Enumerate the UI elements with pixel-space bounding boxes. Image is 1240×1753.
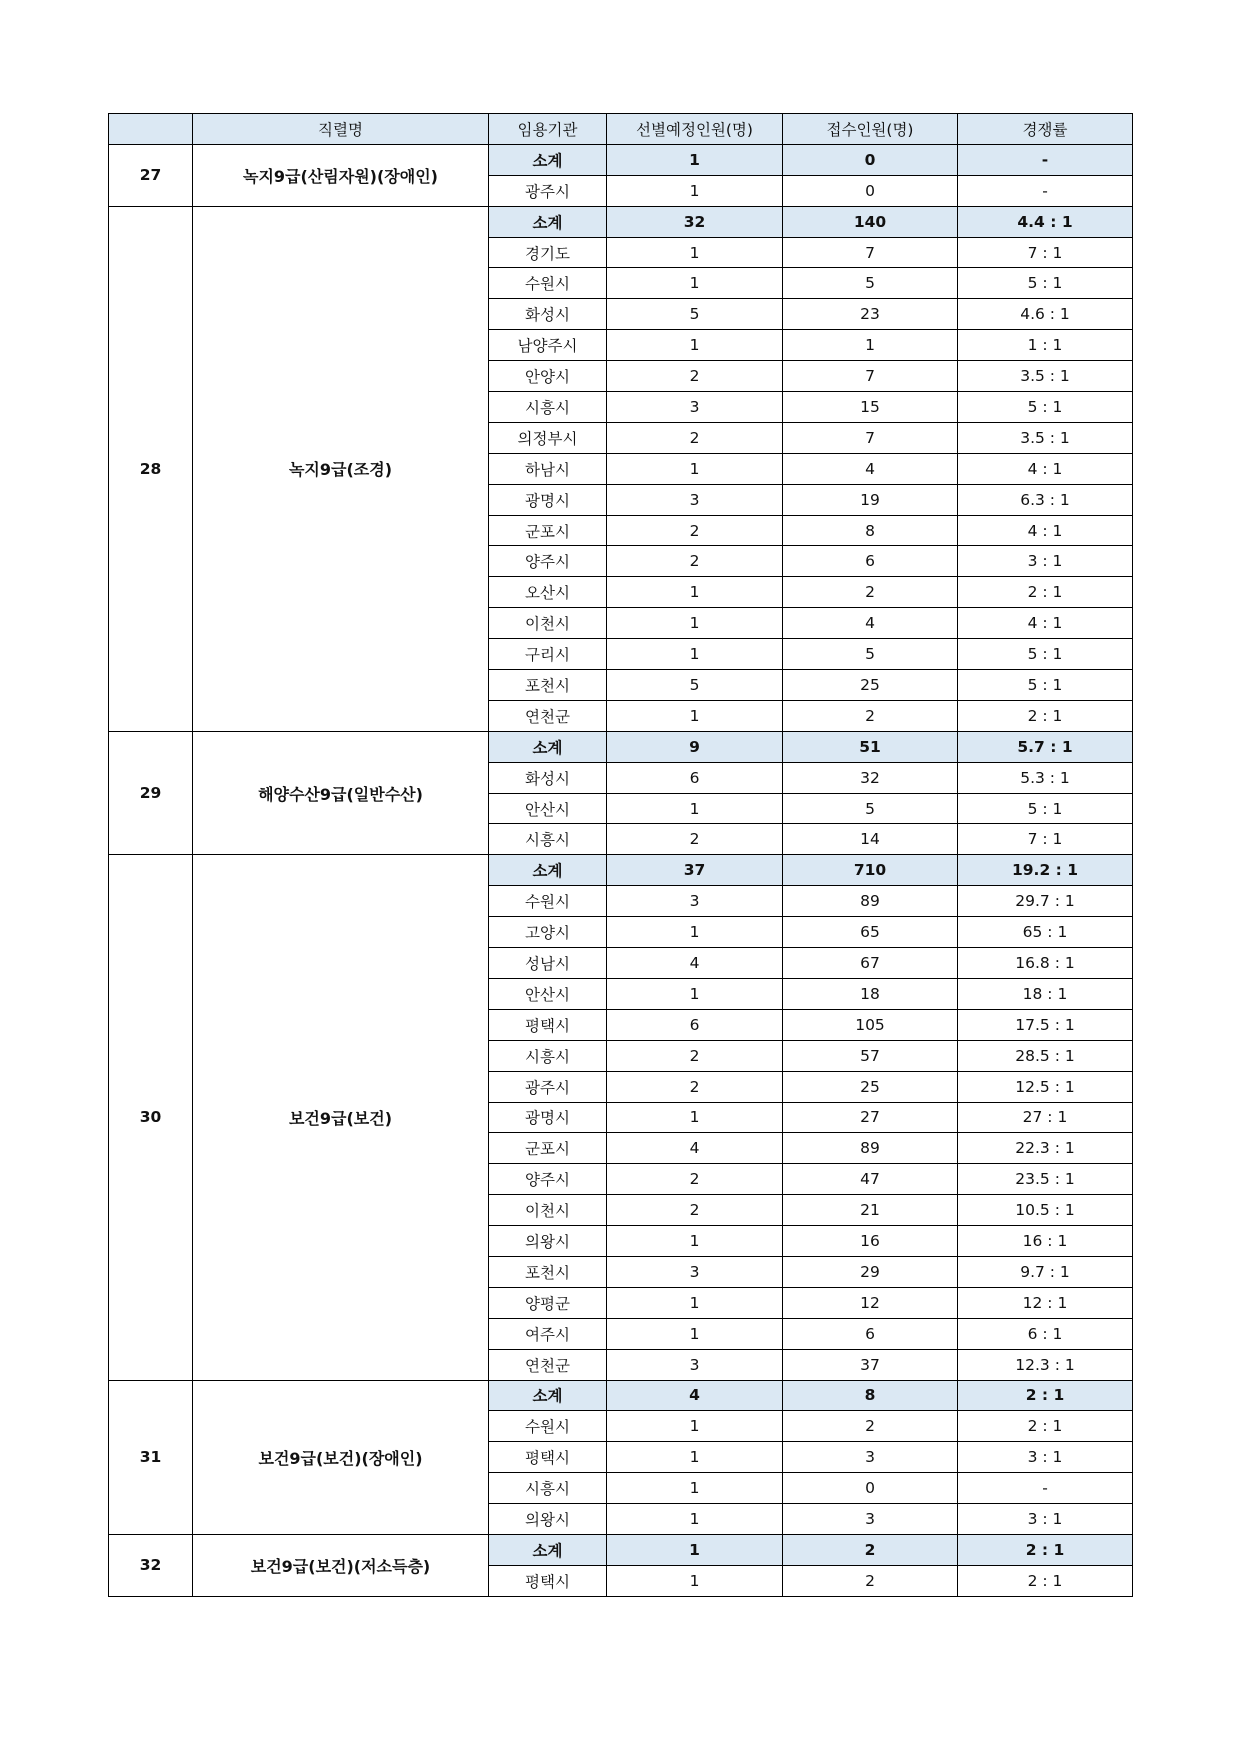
subtotal-label: 소계 xyxy=(489,1380,607,1411)
planned-cell: 1 xyxy=(607,237,783,268)
planned-cell: 3 xyxy=(607,1256,783,1287)
job-series-title: 녹지9급(조경) xyxy=(193,206,489,731)
job-series-title: 보건9급(보건)(저소득층) xyxy=(193,1534,489,1596)
ratio-cell: 12.3 : 1 xyxy=(958,1349,1133,1380)
ratio-cell: 3.5 : 1 xyxy=(958,361,1133,392)
planned-cell: 5 xyxy=(607,299,783,330)
planned-cell: 6 xyxy=(607,1009,783,1040)
col-header-ratio: 경쟁률 xyxy=(958,114,1133,145)
planned-cell: 2 xyxy=(607,1071,783,1102)
planned-cell: 1 xyxy=(607,1411,783,1442)
agency-cell: 이천시 xyxy=(489,608,607,639)
agency-cell: 경기도 xyxy=(489,237,607,268)
agency-cell: 성남시 xyxy=(489,948,607,979)
planned-cell: 6 xyxy=(607,762,783,793)
subtotal-ratio: 4.4 : 1 xyxy=(958,206,1133,237)
planned-cell: 2 xyxy=(607,361,783,392)
subtotal-applicants: 51 xyxy=(783,731,958,762)
agency-cell: 광주시 xyxy=(489,1071,607,1102)
ratio-cell: 2 : 1 xyxy=(958,577,1133,608)
ratio-cell: 16.8 : 1 xyxy=(958,948,1133,979)
planned-cell: 1 xyxy=(607,453,783,484)
planned-cell: 1 xyxy=(607,917,783,948)
applicants-cell: 3 xyxy=(783,1504,958,1535)
applicants-cell: 7 xyxy=(783,422,958,453)
ratio-cell: 9.7 : 1 xyxy=(958,1256,1133,1287)
job-series-title: 보건9급(보건)(장애인) xyxy=(193,1380,489,1534)
ratio-cell: 4 : 1 xyxy=(958,515,1133,546)
applicants-cell: 1 xyxy=(783,330,958,361)
agency-cell: 남양주시 xyxy=(489,330,607,361)
ratio-cell: 5 : 1 xyxy=(958,392,1133,423)
planned-cell: 1 xyxy=(607,1102,783,1133)
agency-cell: 수원시 xyxy=(489,268,607,299)
agency-cell: 포천시 xyxy=(489,670,607,701)
subtotal-label: 소계 xyxy=(489,144,607,175)
planned-cell: 1 xyxy=(607,639,783,670)
subtotal-label: 소계 xyxy=(489,855,607,886)
ratio-cell: 4 : 1 xyxy=(958,608,1133,639)
applicants-cell: 6 xyxy=(783,546,958,577)
planned-cell: 1 xyxy=(607,1318,783,1349)
agency-cell: 안산시 xyxy=(489,978,607,1009)
applicants-cell: 105 xyxy=(783,1009,958,1040)
col-header-agency: 임용기관 xyxy=(489,114,607,145)
applicants-cell: 23 xyxy=(783,299,958,330)
applicants-cell: 21 xyxy=(783,1195,958,1226)
applicants-cell: 7 xyxy=(783,237,958,268)
subtotal-applicants: 8 xyxy=(783,1380,958,1411)
col-header-number xyxy=(109,114,193,145)
agency-cell: 광명시 xyxy=(489,1102,607,1133)
agency-cell: 광주시 xyxy=(489,175,607,206)
applicants-cell: 16 xyxy=(783,1226,958,1257)
planned-cell: 4 xyxy=(607,948,783,979)
applicants-cell: 32 xyxy=(783,762,958,793)
subtotal-label: 소계 xyxy=(489,1534,607,1565)
planned-cell: 4 xyxy=(607,1133,783,1164)
ratio-cell: 2 : 1 xyxy=(958,1565,1133,1596)
ratio-cell: 6.3 : 1 xyxy=(958,484,1133,515)
table-body xyxy=(109,144,1133,1596)
subtotal-row xyxy=(109,206,1133,237)
ratio-cell: 4 : 1 xyxy=(958,453,1133,484)
applicants-cell: 25 xyxy=(783,1071,958,1102)
subtotal-planned: 37 xyxy=(607,855,783,886)
subtotal-planned: 4 xyxy=(607,1380,783,1411)
ratio-cell: 23.5 : 1 xyxy=(958,1164,1133,1195)
planned-cell: 1 xyxy=(607,793,783,824)
col-header-applicants: 접수인원(명) xyxy=(783,114,958,145)
agency-cell: 포천시 xyxy=(489,1256,607,1287)
group-number: 27 xyxy=(109,144,193,206)
subtotal-applicants: 2 xyxy=(783,1534,958,1565)
ratio-cell: 5 : 1 xyxy=(958,268,1133,299)
ratio-cell: 3 : 1 xyxy=(958,1442,1133,1473)
planned-cell: 2 xyxy=(607,546,783,577)
ratio-cell: 16 : 1 xyxy=(958,1226,1133,1257)
agency-cell: 고양시 xyxy=(489,917,607,948)
group-number: 31 xyxy=(109,1380,193,1534)
ratio-cell: 17.5 : 1 xyxy=(958,1009,1133,1040)
ratio-cell: 3 : 1 xyxy=(958,1504,1133,1535)
applicants-cell: 5 xyxy=(783,639,958,670)
ratio-cell: 18 : 1 xyxy=(958,978,1133,1009)
job-series-title: 해양수산9급(일반수산) xyxy=(193,731,489,855)
agency-cell: 연천군 xyxy=(489,1349,607,1380)
applicants-cell: 37 xyxy=(783,1349,958,1380)
planned-cell: 2 xyxy=(607,515,783,546)
subtotal-row xyxy=(109,855,1133,886)
col-header-planned: 선별예정인원(명) xyxy=(607,114,783,145)
agency-cell: 평택시 xyxy=(489,1442,607,1473)
agency-cell: 하남시 xyxy=(489,453,607,484)
subtotal-ratio: - xyxy=(958,144,1133,175)
planned-cell: 3 xyxy=(607,484,783,515)
subtotal-applicants: 710 xyxy=(783,855,958,886)
subtotal-ratio: 2 : 1 xyxy=(958,1380,1133,1411)
ratio-cell: 7 : 1 xyxy=(958,237,1133,268)
planned-cell: 2 xyxy=(607,1164,783,1195)
planned-cell: 1 xyxy=(607,1473,783,1504)
subtotal-applicants: 140 xyxy=(783,206,958,237)
agency-cell: 의왕시 xyxy=(489,1504,607,1535)
applicants-cell: 29 xyxy=(783,1256,958,1287)
planned-cell: 2 xyxy=(607,1195,783,1226)
ratio-cell: 4.6 : 1 xyxy=(958,299,1133,330)
applicants-cell: 4 xyxy=(783,453,958,484)
agency-cell: 시흥시 xyxy=(489,824,607,855)
applicants-cell: 5 xyxy=(783,268,958,299)
planned-cell: 3 xyxy=(607,392,783,423)
subtotal-label: 소계 xyxy=(489,206,607,237)
document-page xyxy=(108,113,1132,1597)
applicants-cell: 25 xyxy=(783,670,958,701)
agency-cell: 군포시 xyxy=(489,1133,607,1164)
applicants-cell: 47 xyxy=(783,1164,958,1195)
group-number: 28 xyxy=(109,206,193,731)
applicants-cell: 18 xyxy=(783,978,958,1009)
job-series-title: 녹지9급(산림자원)(장애인) xyxy=(193,144,489,206)
subtotal-ratio: 5.7 : 1 xyxy=(958,731,1133,762)
planned-cell: 3 xyxy=(607,1349,783,1380)
ratio-cell: 12 : 1 xyxy=(958,1287,1133,1318)
planned-cell: 1 xyxy=(607,700,783,731)
applicants-cell: 2 xyxy=(783,577,958,608)
planned-cell: 1 xyxy=(607,175,783,206)
applicants-cell: 0 xyxy=(783,1473,958,1504)
ratio-cell: 1 : 1 xyxy=(958,330,1133,361)
agency-cell: 평택시 xyxy=(489,1009,607,1040)
applicants-cell: 7 xyxy=(783,361,958,392)
planned-cell: 2 xyxy=(607,824,783,855)
subtotal-planned: 1 xyxy=(607,144,783,175)
ratio-cell: - xyxy=(958,175,1133,206)
agency-cell: 이천시 xyxy=(489,1195,607,1226)
job-series-title: 보건9급(보건) xyxy=(193,855,489,1380)
agency-cell: 여주시 xyxy=(489,1318,607,1349)
applicants-cell: 89 xyxy=(783,1133,958,1164)
agency-cell: 수원시 xyxy=(489,886,607,917)
applicants-cell: 15 xyxy=(783,392,958,423)
agency-cell: 연천군 xyxy=(489,700,607,731)
agency-cell: 수원시 xyxy=(489,1411,607,1442)
planned-cell: 1 xyxy=(607,577,783,608)
ratio-cell: 5 : 1 xyxy=(958,639,1133,670)
agency-cell: 양주시 xyxy=(489,1164,607,1195)
applicants-cell: 12 xyxy=(783,1287,958,1318)
agency-cell: 시흥시 xyxy=(489,1040,607,1071)
applicants-cell: 14 xyxy=(783,824,958,855)
ratio-cell: 2 : 1 xyxy=(958,1411,1133,1442)
ratio-cell: 28.5 : 1 xyxy=(958,1040,1133,1071)
ratio-cell: 5.3 : 1 xyxy=(958,762,1133,793)
applicants-cell: 8 xyxy=(783,515,958,546)
subtotal-applicants: 0 xyxy=(783,144,958,175)
ratio-cell: 10.5 : 1 xyxy=(958,1195,1133,1226)
recruitment-table xyxy=(108,113,1133,1597)
applicants-cell: 89 xyxy=(783,886,958,917)
agency-cell: 안양시 xyxy=(489,361,607,392)
ratio-cell: 29.7 : 1 xyxy=(958,886,1133,917)
agency-cell: 의왕시 xyxy=(489,1226,607,1257)
subtotal-row xyxy=(109,144,1133,175)
agency-cell: 시흥시 xyxy=(489,1473,607,1504)
applicants-cell: 67 xyxy=(783,948,958,979)
applicants-cell: 65 xyxy=(783,917,958,948)
subtotal-label: 소계 xyxy=(489,731,607,762)
agency-cell: 안산시 xyxy=(489,793,607,824)
agency-cell: 평택시 xyxy=(489,1565,607,1596)
applicants-cell: 4 xyxy=(783,608,958,639)
ratio-cell: 5 : 1 xyxy=(958,793,1133,824)
planned-cell: 1 xyxy=(607,330,783,361)
group-number: 32 xyxy=(109,1534,193,1596)
planned-cell: 1 xyxy=(607,1442,783,1473)
applicants-cell: 5 xyxy=(783,793,958,824)
planned-cell: 2 xyxy=(607,1040,783,1071)
applicants-cell: 0 xyxy=(783,175,958,206)
subtotal-planned: 9 xyxy=(607,731,783,762)
agency-cell: 양주시 xyxy=(489,546,607,577)
applicants-cell: 2 xyxy=(783,700,958,731)
applicants-cell: 3 xyxy=(783,1442,958,1473)
subtotal-planned: 32 xyxy=(607,206,783,237)
applicants-cell: 2 xyxy=(783,1411,958,1442)
planned-cell: 1 xyxy=(607,268,783,299)
ratio-cell: 2 : 1 xyxy=(958,700,1133,731)
ratio-cell: 6 : 1 xyxy=(958,1318,1133,1349)
ratio-cell: 22.3 : 1 xyxy=(958,1133,1133,1164)
agency-cell: 광명시 xyxy=(489,484,607,515)
applicants-cell: 57 xyxy=(783,1040,958,1071)
agency-cell: 오산시 xyxy=(489,577,607,608)
planned-cell: 1 xyxy=(607,978,783,1009)
subtotal-ratio: 19.2 : 1 xyxy=(958,855,1133,886)
ratio-cell: 12.5 : 1 xyxy=(958,1071,1133,1102)
subtotal-ratio: 2 : 1 xyxy=(958,1534,1133,1565)
agency-cell: 시흥시 xyxy=(489,392,607,423)
ratio-cell: 3 : 1 xyxy=(958,546,1133,577)
agency-cell: 구리시 xyxy=(489,639,607,670)
planned-cell: 3 xyxy=(607,886,783,917)
col-header-job-series: 직렬명 xyxy=(193,114,489,145)
applicants-cell: 2 xyxy=(783,1565,958,1596)
subtotal-planned: 1 xyxy=(607,1534,783,1565)
applicants-cell: 27 xyxy=(783,1102,958,1133)
header-row xyxy=(109,114,1133,145)
agency-cell: 화성시 xyxy=(489,299,607,330)
subtotal-row xyxy=(109,731,1133,762)
agency-cell: 군포시 xyxy=(489,515,607,546)
planned-cell: 1 xyxy=(607,1287,783,1318)
planned-cell: 2 xyxy=(607,422,783,453)
planned-cell: 1 xyxy=(607,608,783,639)
ratio-cell: 5 : 1 xyxy=(958,670,1133,701)
planned-cell: 1 xyxy=(607,1565,783,1596)
agency-cell: 의정부시 xyxy=(489,422,607,453)
applicants-cell: 19 xyxy=(783,484,958,515)
group-number: 30 xyxy=(109,855,193,1380)
ratio-cell: 7 : 1 xyxy=(958,824,1133,855)
subtotal-row xyxy=(109,1534,1133,1565)
applicants-cell: 6 xyxy=(783,1318,958,1349)
ratio-cell: - xyxy=(958,1473,1133,1504)
agency-cell: 화성시 xyxy=(489,762,607,793)
planned-cell: 1 xyxy=(607,1504,783,1535)
ratio-cell: 65 : 1 xyxy=(958,917,1133,948)
planned-cell: 1 xyxy=(607,1226,783,1257)
agency-cell: 양평군 xyxy=(489,1287,607,1318)
subtotal-row xyxy=(109,1380,1133,1411)
group-number: 29 xyxy=(109,731,193,855)
ratio-cell: 27 : 1 xyxy=(958,1102,1133,1133)
ratio-cell: 3.5 : 1 xyxy=(958,422,1133,453)
planned-cell: 5 xyxy=(607,670,783,701)
